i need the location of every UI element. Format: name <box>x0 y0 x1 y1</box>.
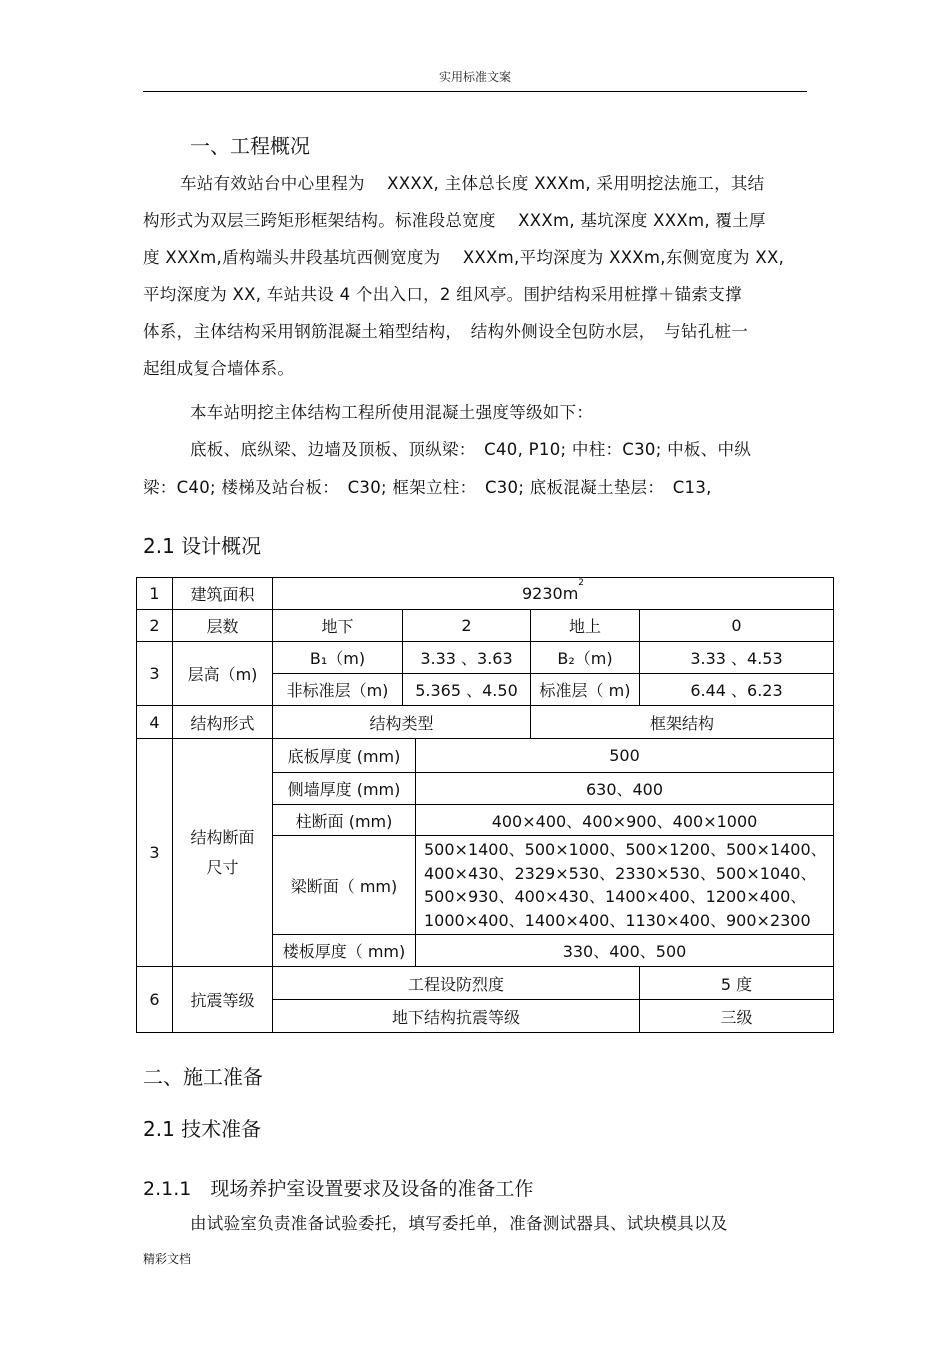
table-cell: 框架结构 <box>531 706 834 739</box>
table-row <box>137 739 834 773</box>
table-cell: 楼板厚度（ mm) <box>273 935 416 967</box>
table-cell: 330、400、500 <box>416 935 834 967</box>
table-cell: 5.365 、4.50 <box>403 674 531 706</box>
row-number: 3 <box>137 739 173 967</box>
area-cell: $9230m^2$ <box>273 578 834 610</box>
row-number: 2 <box>137 610 173 642</box>
table-cell: B₂（m) <box>531 642 640 674</box>
concrete-intro: 本车站明挖主体结构工程所使用混凝土强度等级如下： <box>190 403 594 422</box>
row-label: 建筑面积 <box>173 578 273 610</box>
table-cell: 3.33 、4.53 <box>640 642 834 674</box>
table-cell: 地下结构抗震等级 <box>273 1000 640 1033</box>
table-cell: B₁（m) <box>273 642 403 674</box>
row-number: 1 <box>137 578 173 610</box>
table-cell: 400×400、400×900、400×1000 <box>416 805 834 836</box>
design-table <box>136 577 834 1033</box>
row-number: 6 <box>137 967 173 1033</box>
table-cell: 5 度 <box>640 967 834 1000</box>
beam-section-cell: 500×1400、500×1000、500×1200、500×1400、400×430、2329×530、2330×530、500×1040、500×930、400×430、1400×400、1200×400、1000×400、1400×400、1130×400、900×2300 <box>416 836 834 935</box>
row-label: 层高（m) <box>173 642 273 706</box>
table-cell: 0 <box>640 610 834 642</box>
paragraph-line: 构形式为双层三跨矩形框架结构。标准段总宽度 XXXm, 基坑深度 XXXm, 覆土厚 <box>143 211 766 230</box>
section2-heading: 二、施工准备 <box>143 1065 263 1089</box>
table-cell: 侧墙厚度 (mm) <box>273 773 416 805</box>
paragraph-line: 车站有效站台中心里程为 XXXX, 主体总长度 XXXm, 采用明挖法施工，其结 <box>180 174 765 193</box>
table-cell: 2 <box>403 610 531 642</box>
paragraph-line: 起组成复合墙体系。 <box>143 359 295 378</box>
concrete-line: 梁：C40; 楼梯及站台板： C30; 框架立柱： C30; 底板混凝土垫层： C13, <box>143 478 712 497</box>
table-cell: 标准层（ m) <box>531 674 640 706</box>
table-cell: 三级 <box>640 1000 834 1033</box>
table-row <box>137 610 834 642</box>
section1-heading: 一、工程概况 <box>190 134 310 158</box>
table-row <box>137 706 834 739</box>
page-footer: 精彩文档 <box>143 1252 192 1266</box>
row-label: 结构断面 尺寸 <box>173 739 273 967</box>
section2-subsubheading: 2.1.1 现场养护室设置要求及设备的准备工作 <box>143 1178 534 1200</box>
table-cell: 梁断面（ mm) <box>273 836 416 935</box>
table-row <box>137 642 834 674</box>
row-label: 抗震等级 <box>173 967 273 1033</box>
table-cell: 地上 <box>531 610 640 642</box>
table-cell: 6.44 、6.23 <box>640 674 834 706</box>
table-row <box>137 967 834 1000</box>
row-label: 结构形式 <box>173 706 273 739</box>
row-number: 3 <box>137 642 173 706</box>
table-cell: 3.33 、3.63 <box>403 642 531 674</box>
paragraph-line: 平均深度为 XX, 车站共设 4 个出入口，2 组风亭。围护结构采用桩撑＋锚索支撑 <box>143 285 742 304</box>
table-cell: 500 <box>416 739 834 773</box>
section2-paragraph: 由试验室负责准备试验委托，填写委托单，准备测试器具、试块模具以及 <box>190 1214 728 1233</box>
header-rule <box>143 91 807 92</box>
table-cell: 柱断面 (mm) <box>273 805 416 836</box>
section2-subheading: 2.1 技术准备 <box>143 1117 262 1141</box>
table-cell: 工程设防烈度 <box>273 967 640 1000</box>
design-heading: 2.1 设计概况 <box>143 534 262 558</box>
table-cell: 结构类型 <box>273 706 531 739</box>
row-number: 4 <box>137 706 173 739</box>
page-header: 实用标准文案 <box>438 70 511 84</box>
row-label: 层数 <box>173 610 273 642</box>
paragraph-line: 体系，主体结构采用钢筋混凝土箱型结构， 结构外侧设全包防水层， 与钻孔桩一 <box>143 322 749 341</box>
paragraph-line: 度 XXXm,盾构端头井段基坑西侧宽度为 XXXm,平均深度为 XXXm,东侧宽度为 XX, <box>143 248 785 267</box>
table-cell: 非标准层（m) <box>273 674 403 706</box>
concrete-line: 底板、底纵梁、边墙及顶板、顶纵梁： C40, P10; 中柱：C30; 中板、中纵 <box>190 440 752 459</box>
table-row <box>137 578 834 610</box>
table-cell: 底板厚度 (mm) <box>273 739 416 773</box>
table-cell: 630、400 <box>416 773 834 805</box>
table-cell: 地下 <box>273 610 403 642</box>
